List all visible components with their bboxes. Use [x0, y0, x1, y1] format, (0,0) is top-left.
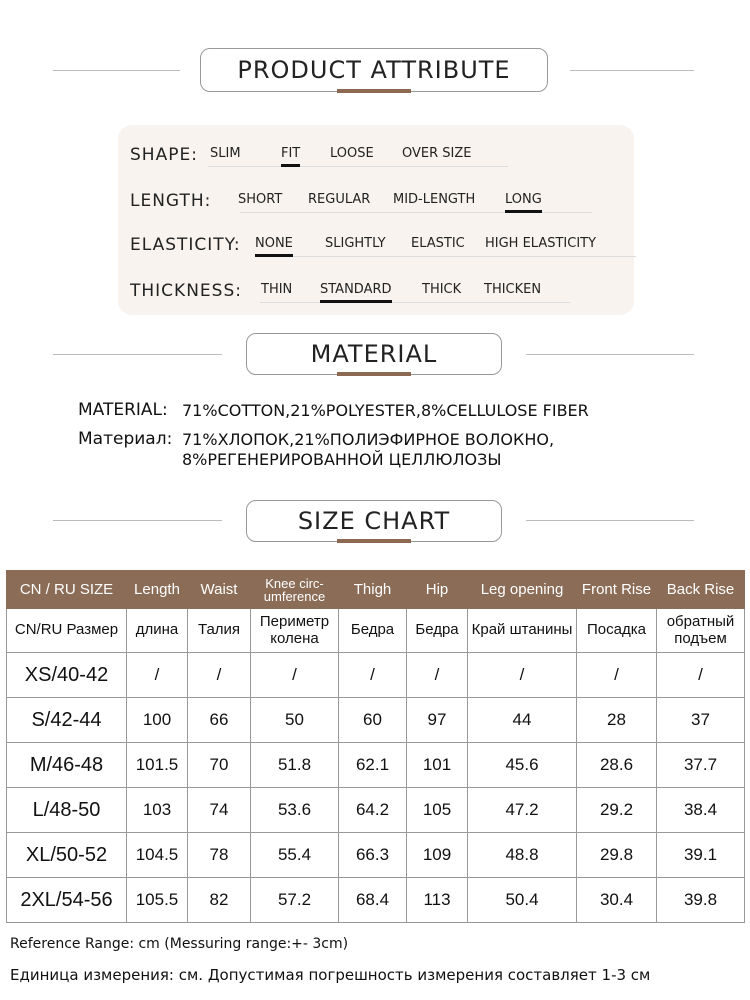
attribute-label: SHAPE:: [130, 145, 198, 165]
section-title-attribute: [200, 48, 548, 92]
table-cell: /: [468, 653, 577, 698]
table-cell: /: [251, 653, 339, 698]
table-cell: 29.2: [577, 788, 657, 833]
table-cell: 82: [188, 878, 251, 923]
divider: [260, 256, 636, 257]
attribute-option-selected: LONG: [505, 192, 542, 207]
column-header: Waist: [188, 571, 251, 609]
attribute-option: HIGH ELASTICITY: [485, 236, 597, 251]
attribute-row: [130, 227, 630, 257]
table-cell: 62.1: [339, 743, 407, 788]
section-title-text: PRODUCT ATTRIBUTE: [237, 56, 511, 84]
footer-reference-ru: Единица измерения: см. Допустимая погрешность измерения составляет 1-3 см: [10, 966, 651, 984]
attribute-row: [130, 183, 630, 213]
column-header-ru: Край штанины: [468, 609, 577, 653]
table-cell: /: [657, 653, 745, 698]
size-chart-table: [6, 570, 745, 923]
divider: [53, 70, 180, 71]
table-cell: 57.2: [251, 878, 339, 923]
column-header-ru: Талия: [188, 609, 251, 653]
table-cell: 105: [407, 788, 468, 833]
section-title-material: [246, 333, 502, 375]
table-cell: /: [339, 653, 407, 698]
table-cell: 47.2: [468, 788, 577, 833]
divider: [526, 520, 694, 521]
attribute-option: THICK: [422, 282, 462, 297]
table-row: [7, 878, 745, 923]
column-header: Knee circ-umference: [251, 571, 339, 609]
table-cell: 37: [657, 698, 745, 743]
attribute-option-selected: NONE: [255, 236, 293, 251]
table-cell: 78: [188, 833, 251, 878]
column-header: Hip: [407, 571, 468, 609]
size-cell: XS/40-42: [7, 653, 127, 698]
column-header-ru: Периметр колена: [251, 609, 339, 653]
table-cell: 74: [188, 788, 251, 833]
table-cell: 70: [188, 743, 251, 788]
table-cell: /: [407, 653, 468, 698]
attribute-panel: [118, 125, 634, 315]
divider: [53, 354, 222, 355]
table-cell: 100: [127, 698, 188, 743]
column-header: Thigh: [339, 571, 407, 609]
divider: [260, 302, 570, 303]
table-cell: 50.4: [468, 878, 577, 923]
table-cell: 53.6: [251, 788, 339, 833]
table-cell: 105.5: [127, 878, 188, 923]
attribute-option: THICKEN: [484, 282, 542, 297]
table-cell: 66: [188, 698, 251, 743]
table-cell: 55.4: [251, 833, 339, 878]
column-header-ru: CN/RU Размер: [7, 609, 127, 653]
attribute-option: REGULAR: [308, 192, 371, 207]
attribute-option: LOOSE: [330, 146, 374, 161]
table-cell: 45.6: [468, 743, 577, 788]
material-ru-value: 71%ХЛОПОК,21%ПОЛИЭФИРНОЕ ВОЛОКНО,: [182, 430, 555, 449]
material-ru-label: Материал:: [78, 429, 173, 449]
size-cell: S/42-44: [7, 698, 127, 743]
divider: [570, 70, 694, 71]
table-row: [7, 653, 745, 698]
table-cell: /: [188, 653, 251, 698]
table-cell: 101: [407, 743, 468, 788]
table-cell: 109: [407, 833, 468, 878]
column-header-ru: Посадка: [577, 609, 657, 653]
section-title-text: MATERIAL: [310, 340, 438, 368]
section-title-text: SIZE CHART: [297, 507, 451, 535]
table-cell: 28.6: [577, 743, 657, 788]
size-cell: L/48-50: [7, 788, 127, 833]
table-cell: 101.5: [127, 743, 188, 788]
column-header-ru: Бедра: [339, 609, 407, 653]
material-en-label: MATERIAL:: [78, 400, 168, 420]
material-en-value: 71%COTTON,21%POLYESTER,8%CELLULOSE FIBER: [182, 401, 589, 420]
table-row: [7, 833, 745, 878]
table-cell: 50: [251, 698, 339, 743]
column-header-ru: обратный подъем: [657, 609, 745, 653]
material-ru-value-2: 8%РЕГЕНЕРИРОВАННОЙ ЦЕЛЛЮЛОЗЫ: [182, 450, 502, 469]
table-cell: 39.1: [657, 833, 745, 878]
attribute-label: ELASTICITY:: [130, 235, 241, 255]
table-cell: 64.2: [339, 788, 407, 833]
table-cell: 38.4: [657, 788, 745, 833]
table-cell: /: [577, 653, 657, 698]
table-cell: 29.8: [577, 833, 657, 878]
attribute-option: THIN: [261, 282, 293, 297]
footer-reference-en: Reference Range: cm (Messuring range:+- 3cm): [10, 936, 349, 952]
table-cell: 28: [577, 698, 657, 743]
attribute-option: MID-LENGTH: [393, 192, 476, 207]
table-cell: 30.4: [577, 878, 657, 923]
attribute-option-selected: FIT: [281, 146, 301, 161]
attribute-row: [130, 137, 630, 167]
table-cell: 37.7: [657, 743, 745, 788]
attribute-option: SHORT: [238, 192, 283, 207]
table-cell: 44: [468, 698, 577, 743]
table-cell: 39.8: [657, 878, 745, 923]
table-cell: 103: [127, 788, 188, 833]
divider: [208, 166, 508, 167]
table-cell: 97: [407, 698, 468, 743]
table-row-ru-headers: [7, 609, 745, 653]
table-cell: 48.8: [468, 833, 577, 878]
table-row: [7, 788, 745, 833]
attribute-option-selected: STANDARD: [320, 282, 392, 297]
attribute-row: [130, 273, 630, 303]
column-header-ru: длина: [127, 609, 188, 653]
section-title-size-chart: [246, 500, 502, 542]
column-header-ru: Бедра: [407, 609, 468, 653]
divider: [526, 354, 694, 355]
attribute-option: SLIM: [210, 146, 241, 161]
column-header: Length: [127, 571, 188, 609]
attribute-option: SLIGHTLY: [325, 236, 386, 251]
attribute-option: OVER SIZE: [402, 146, 472, 161]
table-cell: 66.3: [339, 833, 407, 878]
table-cell: /: [127, 653, 188, 698]
table-cell: 104.5: [127, 833, 188, 878]
table-cell: 60: [339, 698, 407, 743]
attribute-label: LENGTH:: [130, 191, 212, 211]
attribute-label: THICKNESS:: [130, 281, 242, 301]
attribute-option: ELASTIC: [411, 236, 465, 251]
size-cell: 2XL/54-56: [7, 878, 127, 923]
table-cell: 113: [407, 878, 468, 923]
size-cell: XL/50-52: [7, 833, 127, 878]
column-header: Front Rise: [577, 571, 657, 609]
table-row: [7, 698, 745, 743]
column-header: Leg opening: [468, 571, 577, 609]
table-cell: 51.8: [251, 743, 339, 788]
divider: [53, 520, 222, 521]
size-cell: M/46-48: [7, 743, 127, 788]
column-header: Back Rise: [657, 571, 745, 609]
table-cell: 68.4: [339, 878, 407, 923]
table-row: [7, 743, 745, 788]
column-header: CN / RU SIZE: [7, 571, 127, 609]
